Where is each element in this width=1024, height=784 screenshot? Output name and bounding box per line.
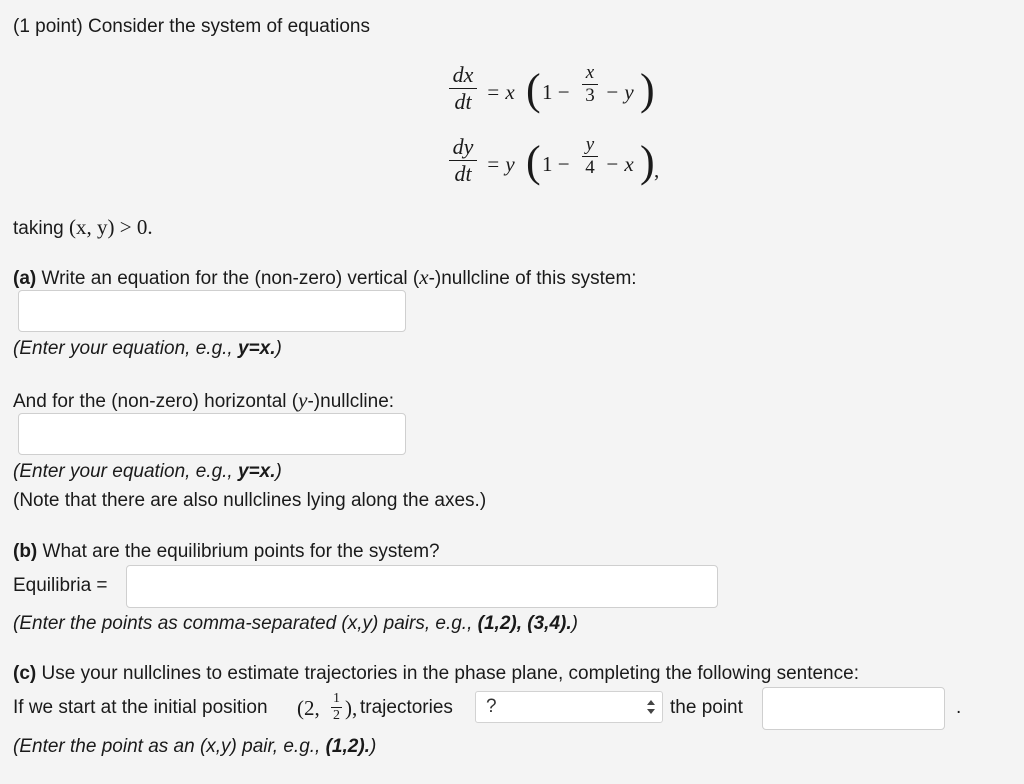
hint2-pre: (Enter your equation, e.g., <box>13 461 238 482</box>
equilibria-input[interactable] <box>126 565 718 608</box>
eq2-minus-x: − x <box>605 152 634 176</box>
hint1-bold: y=x. <box>237 338 276 359</box>
part-c-hint-bold: (1,2). <box>325 736 370 757</box>
initial-point-fraction <box>331 691 342 724</box>
eq2-comma: , <box>654 158 660 182</box>
hint2-post: ) <box>275 461 282 482</box>
eq1-close-paren: ) <box>640 65 655 114</box>
initial-point-denominator: 2 <box>333 708 340 723</box>
hint2-bold: y=x. <box>237 461 276 482</box>
eq1-inner-fraction <box>582 62 598 107</box>
equilibria-label: Equilibria = <box>13 575 108 596</box>
part-b-question <box>13 541 440 563</box>
initial-point-numerator: 1 <box>333 691 340 706</box>
eq2-one-minus: 1 − <box>542 152 570 176</box>
eq1-lhs-numerator: dx <box>452 62 474 87</box>
part-c-sentence-mid: trajectories <box>360 697 453 718</box>
eq2-inner-numerator: y <box>585 134 595 155</box>
part-a-question <box>13 265 637 290</box>
part-b-label: (b) <box>13 541 38 562</box>
horizontal-nullcline-input[interactable] <box>18 413 406 455</box>
part-a-question-var: x <box>419 265 429 289</box>
eq1-open-paren: ( <box>526 65 541 114</box>
eq2-lhs-numerator: dy <box>452 134 474 159</box>
part-a-hint-1 <box>13 338 282 360</box>
part-b-hint-post: ) <box>571 613 578 634</box>
part-c-hint-pre: (Enter the point as an (x,y) pair, e.g., <box>13 736 326 757</box>
part-c-hint-post: ) <box>369 736 377 757</box>
part-b-question-text: What are the equilibrium points for the system? <box>37 541 440 562</box>
part-a-second-var: y <box>298 388 308 412</box>
eq2-inner-fraction <box>582 134 598 179</box>
eq1-inner-denominator: 3 <box>585 85 595 106</box>
part-c-sentence-pre: If we start at the initial position <box>13 697 268 718</box>
eq1-minus-y: − y <box>605 80 634 104</box>
eq2-lhs-fraction <box>449 134 477 187</box>
part-a-label: (a) <box>13 268 37 289</box>
eq1-equals-x: = x <box>486 80 515 104</box>
eq1-lhs-denominator: dt <box>454 89 472 114</box>
part-b-hint-pre: (Enter the points as comma-separated (x,y) pairs, e.g., <box>13 613 478 634</box>
part-a-hint-2 <box>13 461 282 483</box>
domain-condition <box>13 215 153 240</box>
part-a-question-pre: Write an equation for the (non-zero) vertical ( <box>36 268 420 289</box>
part-a-second-post: -)nullcline: <box>307 391 395 412</box>
eq1-one-minus: 1 − <box>542 80 570 104</box>
initial-point-open: (2, <box>297 696 320 720</box>
eq1-lhs-fraction <box>449 62 477 115</box>
initial-point-close: ), <box>345 696 358 720</box>
part-a-note: (Note that there are also nullclines lying along the axes.) <box>13 490 487 511</box>
part-a-question-post: -)nullcline of this system: <box>428 268 637 289</box>
eq2-close-paren: ) <box>640 137 655 186</box>
eq2-open-paren: ( <box>526 137 541 186</box>
part-b-hint <box>13 613 578 635</box>
part-c-question-text: Use your nullclines to estimate trajectories in the phase plane, completing the following sentence: <box>36 663 859 684</box>
taking-label: taking <box>13 218 69 239</box>
part-c-hint <box>13 736 376 758</box>
part-c-question <box>13 663 859 685</box>
sentence-period: . <box>956 697 962 718</box>
select-value: ? <box>486 696 497 717</box>
part-c-sentence-post: the point <box>670 697 743 718</box>
part-c-label: (c) <box>13 663 37 684</box>
part-a-second-question <box>13 388 394 413</box>
eq2-lhs-denominator: dt <box>454 161 472 186</box>
part-a-second-pre: And for the (non-zero) horizontal ( <box>13 391 299 412</box>
target-point-input[interactable] <box>762 687 945 730</box>
eq2-inner-denominator: 4 <box>585 157 595 178</box>
hint1-post: ) <box>275 338 282 359</box>
eq2-equals-y: = y <box>486 152 515 176</box>
vertical-nullcline-input[interactable] <box>18 290 406 332</box>
trajectory-direction-select[interactable] <box>475 691 663 723</box>
part-b-hint-bold: (1,2), (3,4). <box>477 613 572 634</box>
eq1-inner-numerator: x <box>585 62 595 83</box>
problem-intro: (1 point) Consider the system of equations <box>13 16 370 37</box>
select-updown-icon <box>646 698 656 716</box>
taking-condition: (x, y) > 0. <box>68 215 153 239</box>
hint1-pre: (Enter your equation, e.g., <box>13 338 238 359</box>
